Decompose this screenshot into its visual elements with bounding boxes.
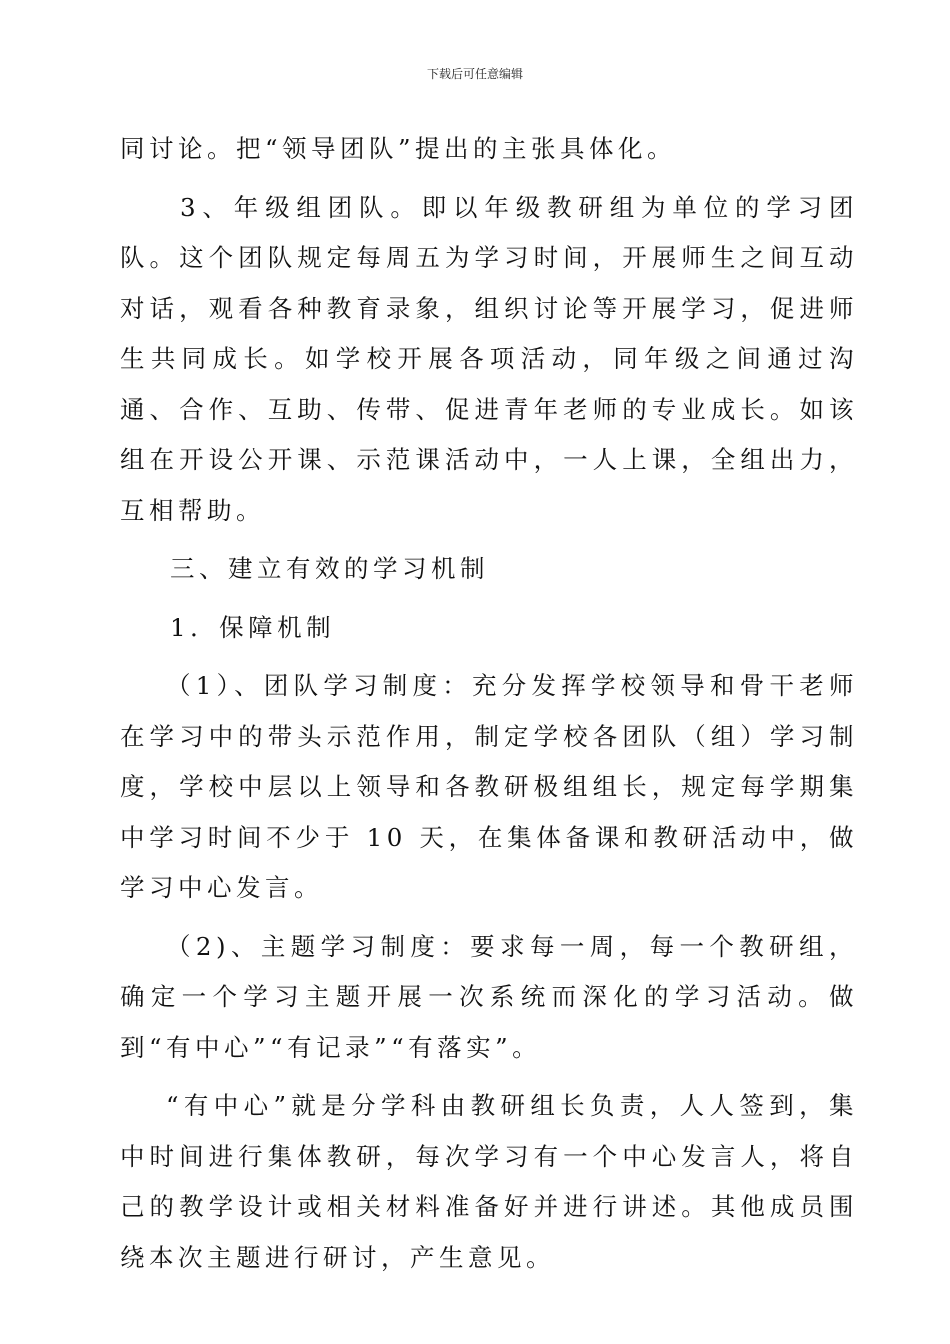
page-header: 下载后可任意编辑 — [426, 67, 523, 81]
paragraph-team-study: （1）、团队学习制度：充分发挥学校领导和骨干老师在学习中的带头示范作用，制定学校各团队（组）学习制度，学校中层以上领导和各教研极组组长，规定每学期集中学习时间不少于 10 天，在集体备课和教研活动中，做学习中心发言。 — [120, 671, 858, 902]
paragraph-continuation: 同讨论。把“领导团队”提出的主张具体化。 — [120, 134, 677, 163]
section-heading: 三、建立有效的学习机制 — [170, 554, 489, 583]
subsection-heading: 1．保障机制 — [170, 612, 336, 642]
paragraph-grade-team: 3、年级组团队。即以年级教研组为单位的学习团队。这个团队规定每周五为学习时间，开展师生之间互动对话，观看各种教育录象，组织讨论等开展学习，促进师生共同成长。如学校开展各项活动，同年级之间通过沟通、合作、互助、传带、促进青年老师的专业成长。如该组在开设公开课、示范课活动中，一人上课，全组出力，互相帮助。 — [120, 192, 858, 525]
paragraph-theme-study: （2)、主题学习制度：要求每一周，每一个教研组，确定一个学习主题开展一次系统而深化的学习活动。做到“有中心”“有记录”“有落实”。 — [120, 931, 858, 1062]
document-body — [120, 124, 858, 1283]
paragraph-has-center: “有中心”就是分学科由教研组长负责，人人签到，集中时间进行集体教研，每次学习有一个中心发言人，将自己的教学设计或相关材料准备好并进行讲述。其他成员围绕本次主题进行研讨，产生意见。 — [120, 1091, 858, 1272]
